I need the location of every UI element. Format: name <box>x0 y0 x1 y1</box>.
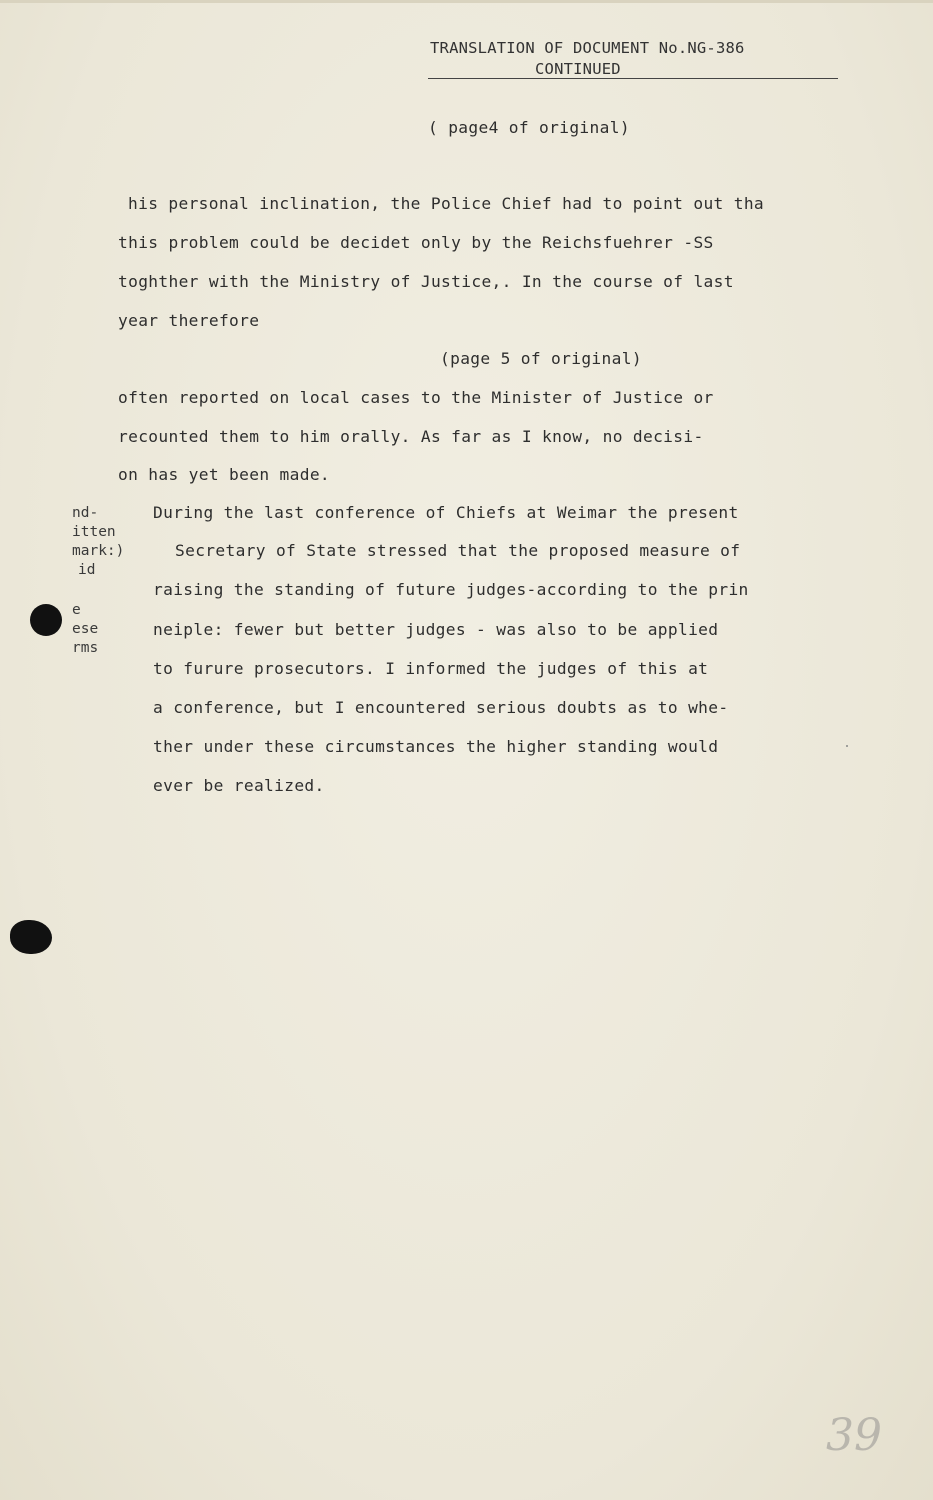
speck <box>846 745 848 747</box>
body-line: ther under these circumstances the higher standing would <box>153 737 719 756</box>
margin-note-line: mark:) <box>72 543 125 559</box>
page-marker-4: ( page4 of original) <box>428 118 630 137</box>
body-line: his personal inclination, the Police Chief had to point out tha <box>128 194 765 213</box>
document-title: TRANSLATION OF DOCUMENT No.NG-386 <box>430 39 745 57</box>
margin-note-line: id <box>78 562 96 578</box>
body-line: on has yet been made. <box>118 465 331 484</box>
body-line: this problem could be decidet only by the Reichsfuehrer -SS <box>118 233 714 252</box>
margin-note-line: nd- <box>72 505 99 521</box>
body-line: neiple: fewer but better judges - was also to be applied <box>153 620 719 639</box>
header-underline <box>428 78 838 79</box>
punch-hole <box>10 920 52 954</box>
body-line: ever be realized. <box>153 776 325 795</box>
body-line: a conference, but I encountered serious doubts as to whe- <box>153 698 729 717</box>
body-line: During the last conference of Chiefs at Weimar the present <box>153 503 739 522</box>
document-subtitle: CONTINUED <box>535 60 621 78</box>
page-top-edge <box>0 0 933 3</box>
page-marker-5: (page 5 of original) <box>440 349 642 368</box>
body-line: recounted them to him orally. As far as I know, no decisi- <box>118 427 704 446</box>
handwritten-page-number: 39 <box>826 1410 882 1461</box>
body-line: often reported on local cases to the Minister of Justice or <box>118 388 714 407</box>
margin-note-line: itten <box>72 524 116 540</box>
body-line: Secretary of State stressed that the proposed measure of <box>175 541 741 560</box>
margin-note-line: rms <box>72 640 99 656</box>
body-line: year therefore <box>118 311 260 330</box>
punch-hole <box>30 604 62 636</box>
body-line: to furure prosecutors. I informed the judges of this at <box>153 659 709 678</box>
margin-note-line: e <box>72 602 81 618</box>
body-line: raising the standing of future judges-according to the prin <box>153 580 749 599</box>
margin-note-line: ese <box>72 621 99 637</box>
body-line: toghther with the Ministry of Justice,. In the course of last <box>118 272 734 291</box>
